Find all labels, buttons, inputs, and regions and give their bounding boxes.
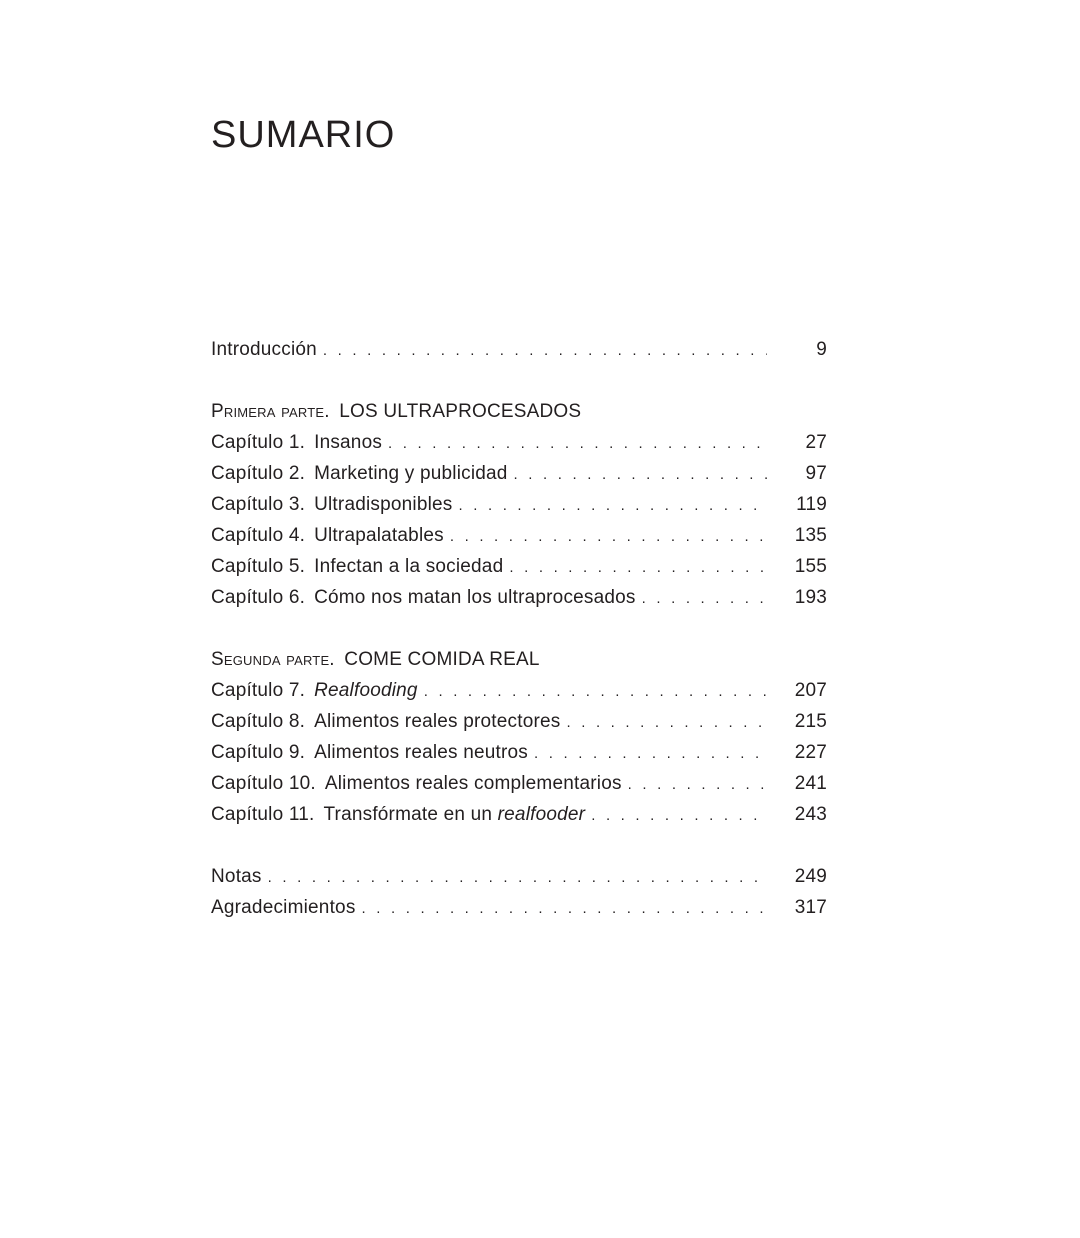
page-number: 207 xyxy=(794,680,827,701)
entry-label: Introducción xyxy=(211,339,317,360)
part-label: Primera parte. xyxy=(211,401,330,422)
page-number: 317 xyxy=(794,897,827,918)
dot-leader xyxy=(534,738,767,769)
chapter-number: Capítulo 6. xyxy=(211,587,306,608)
part-label: Segunda parte. xyxy=(211,649,335,670)
chapter-title: Infectan a la sociedad xyxy=(314,556,504,577)
dot-leader xyxy=(268,862,767,893)
chapter-number: Capítulo 5. xyxy=(211,556,306,577)
chapter-number: Capítulo 7. xyxy=(211,680,306,701)
toc-entry-acknowledgements[interactable] xyxy=(211,892,827,923)
chapter-number: Capítulo 1. xyxy=(211,432,306,453)
table-of-contents xyxy=(211,334,827,923)
dot-leader xyxy=(450,521,767,552)
page-number: 193 xyxy=(794,587,827,608)
entry-label: Agradecimientos xyxy=(211,897,356,918)
toc-entry-chapter[interactable] xyxy=(211,458,827,489)
chapter-number: Capítulo 3. xyxy=(211,494,306,515)
dot-leader xyxy=(424,676,767,707)
page-number: 27 xyxy=(805,432,827,453)
page-number: 243 xyxy=(794,804,827,825)
entry-label: Notas xyxy=(211,866,262,887)
page-number: 9 xyxy=(816,339,827,360)
chapter-title: Insanos xyxy=(314,432,383,453)
chapter-title: Alimentos reales protectores xyxy=(314,711,561,732)
page-number: 135 xyxy=(794,525,827,546)
part-name: LOS ULTRAPROCESADOS xyxy=(339,401,582,422)
page-number: 97 xyxy=(805,463,827,484)
page-number: 215 xyxy=(794,711,827,732)
part-name: COME COMIDA REAL xyxy=(344,649,540,670)
page-number: 249 xyxy=(794,866,827,887)
chapter-title: Cómo nos matan los ultraprocesados xyxy=(314,587,636,608)
chapter-title: Alimentos reales neutros xyxy=(314,742,528,763)
toc-entry-chapter[interactable] xyxy=(211,489,827,520)
chapter-number: Capítulo 9. xyxy=(211,742,306,763)
chapter-title: Alimentos reales complementarios xyxy=(324,773,622,794)
chapter-title: Realfooding xyxy=(314,680,418,701)
toc-entry-chapter[interactable] xyxy=(211,706,827,737)
page-number: 241 xyxy=(794,773,827,794)
chapter-title: Marketing y publicidad xyxy=(314,463,508,484)
toc-entry-chapter[interactable] xyxy=(211,675,827,706)
toc-entry-introduction[interactable] xyxy=(211,334,827,365)
dot-leader xyxy=(514,459,767,490)
page-number: 155 xyxy=(794,556,827,577)
chapter-number: Capítulo 11. xyxy=(211,804,315,825)
dot-leader xyxy=(509,552,767,583)
chapter-title-prefix: Transfórmate en un xyxy=(323,804,498,825)
toc-entry-chapter[interactable] xyxy=(211,551,827,582)
dot-leader xyxy=(566,707,767,738)
dot-leader xyxy=(591,800,767,831)
page-number: 227 xyxy=(794,742,827,763)
chapter-title-italic: realfooder xyxy=(497,804,586,825)
dot-leader xyxy=(642,583,767,614)
page-title: SUMARIO xyxy=(211,114,396,156)
part-heading xyxy=(211,396,827,427)
chapter-number: Capítulo 8. xyxy=(211,711,306,732)
part-heading xyxy=(211,644,827,675)
chapter-title: Ultrapalatables xyxy=(314,525,444,546)
chapter-number: Capítulo 10. xyxy=(211,773,316,794)
dot-leader xyxy=(388,428,767,459)
dot-leader xyxy=(458,490,767,521)
chapter-number: Capítulo 4. xyxy=(211,525,306,546)
dot-leader xyxy=(323,335,767,366)
page-number: 119 xyxy=(796,494,827,515)
toc-entry-chapter[interactable] xyxy=(211,427,827,458)
toc-entry-chapter[interactable] xyxy=(211,582,827,613)
toc-entry-chapter[interactable] xyxy=(211,520,827,551)
toc-entry-notes[interactable] xyxy=(211,861,827,892)
dot-leader xyxy=(628,769,767,800)
chapter-title: Ultradisponibles xyxy=(314,494,453,515)
toc-entry-chapter[interactable] xyxy=(211,799,827,830)
toc-entry-chapter[interactable] xyxy=(211,768,827,799)
chapter-number: Capítulo 2. xyxy=(211,463,306,484)
chapter-title xyxy=(323,799,585,830)
dot-leader xyxy=(362,893,767,924)
toc-entry-chapter[interactable] xyxy=(211,737,827,768)
